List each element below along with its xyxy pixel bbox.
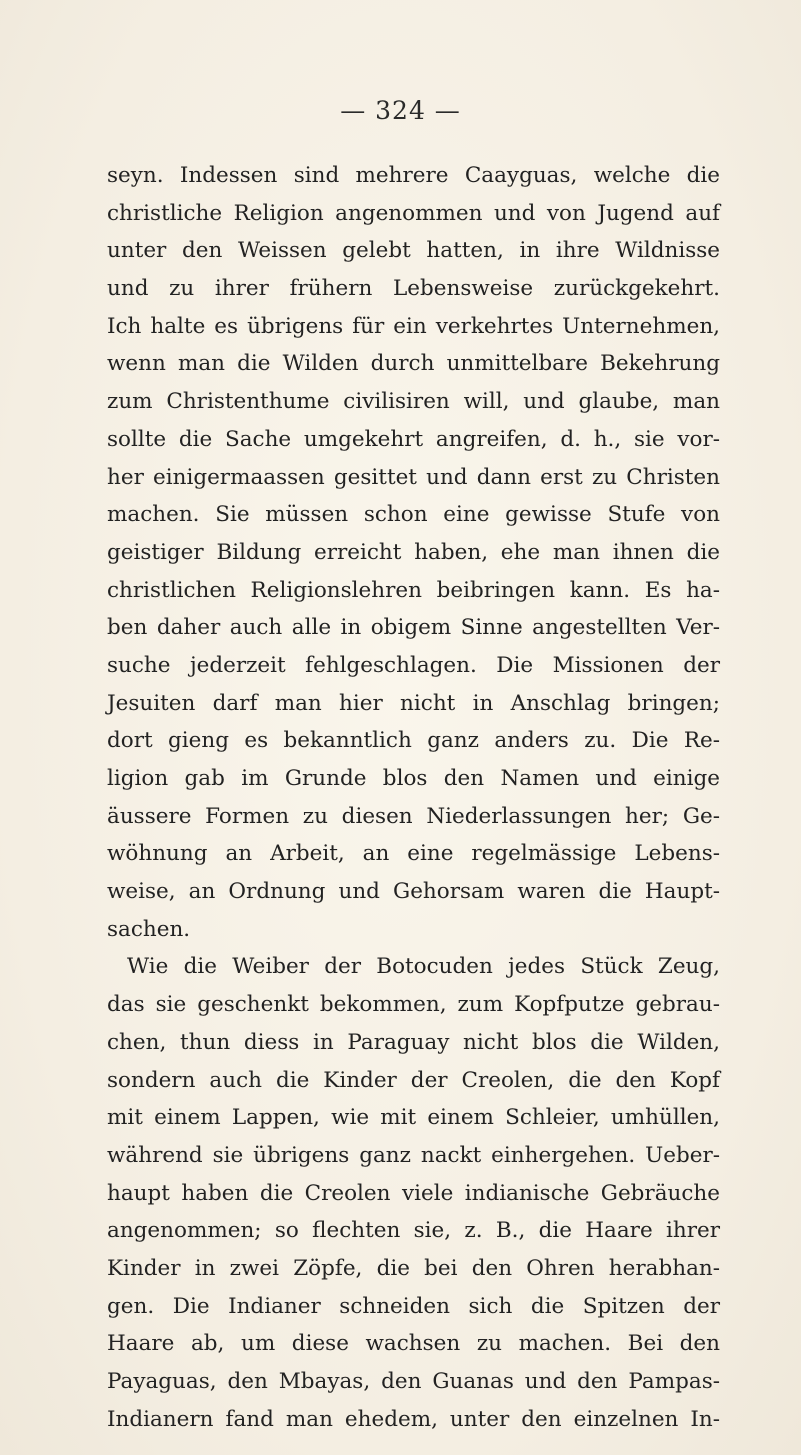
text-line: Indianern fand man ehedem, unter den einzelnen In- <box>107 1406 720 1432</box>
text-line: Kinder in zwei Zöpfe, die bei den Ohren herabhan- <box>107 1255 720 1281</box>
text-line: Jesuiten darf man hier nicht in Anschlag bringen; <box>107 690 720 716</box>
text-line: sollte die Sache umgekehrt angreifen, d. h., sie vor- <box>107 426 720 452</box>
text-line: seyn. Indessen sind mehrere Caayguas, welche die <box>107 163 720 188</box>
text-line: christliche Religion angenommen und von Jugend auf <box>107 200 720 226</box>
text-line: machen. Sie müssen schon eine gewisse Stufe von <box>107 502 720 528</box>
text-line: christlichen Religionslehren beibringen kann. Es ha- <box>107 577 720 603</box>
text-line: unter den Weissen gelebt hatten, in ihre Wildnisse <box>107 238 720 264</box>
text-line: Payaguas, den Mbayas, den Guanas und den Pampas- <box>107 1369 720 1394</box>
text-line: geistiger Bildung erreicht haben, ehe man ihnen die <box>107 539 720 565</box>
text-line: weise, an Ordnung und Gehorsam waren die Haupt- <box>107 879 720 905</box>
text-line: sondern auch die Kinder der Creolen, die den Kopf <box>107 1067 720 1093</box>
text-line: ligion gab im Grunde blos den Namen und einige <box>107 766 720 791</box>
page-number: — 324 — <box>340 96 461 125</box>
text-line: zum Christenthume civilisiren will, und glaube, man <box>107 389 720 415</box>
text-line: während sie übrigens ganz nackt einhergehen. Ueber- <box>107 1142 720 1168</box>
text-line: haupt haben die Creolen viele indianische Gebräuche <box>107 1180 720 1206</box>
text-line: mit einem Lappen, wie mit einem Schleier, umhüllen, <box>107 1105 720 1131</box>
text-line: wenn man die Wilden durch unmittelbare Bekehrung <box>107 351 720 377</box>
text-line: her einigermaassen gesittet und dann erst zu Christen <box>107 464 720 490</box>
text-line: ben daher auch alle in obigem Sinne angestellten Ver- <box>107 615 720 641</box>
text-line: suche jederzeit fehlgeschlagen. Die Missionen der <box>107 652 720 678</box>
text-line: Haare ab, um diese wachsen zu machen. Bei den <box>107 1331 720 1357</box>
text-line: wöhnung an Arbeit, an eine regelmässige Lebens- <box>107 841 720 867</box>
text-line: dort gieng es bekanntlich ganz anders zu. Die Re- <box>107 728 720 754</box>
text-line: gen. Die Indianer schneiden sich die Spitzen der <box>107 1293 720 1319</box>
text-line: äussere Formen zu diesen Niederlassungen her; Ge- <box>107 803 720 829</box>
text-line: Ich halte es übrigens für ein verkehrtes Unternehmen, <box>107 313 720 339</box>
text-line: sachen. <box>107 916 191 942</box>
text-line: und zu ihrer frühern Lebensweise zurückgekehrt. <box>107 276 720 302</box>
text-line: chen, thun diess in Paraguay nicht blos die Wilden, <box>107 1029 720 1055</box>
text-line: Wie die Weiber der Botocuden jedes Stück Zeug, <box>127 954 720 980</box>
text-line: das sie geschenkt bekommen, zum Kopfputze gebrau- <box>107 992 720 1018</box>
body-text <box>107 157 720 1438</box>
text-line: angenommen; so flechten sie, z. B., die Haare ihrer <box>107 1218 720 1244</box>
